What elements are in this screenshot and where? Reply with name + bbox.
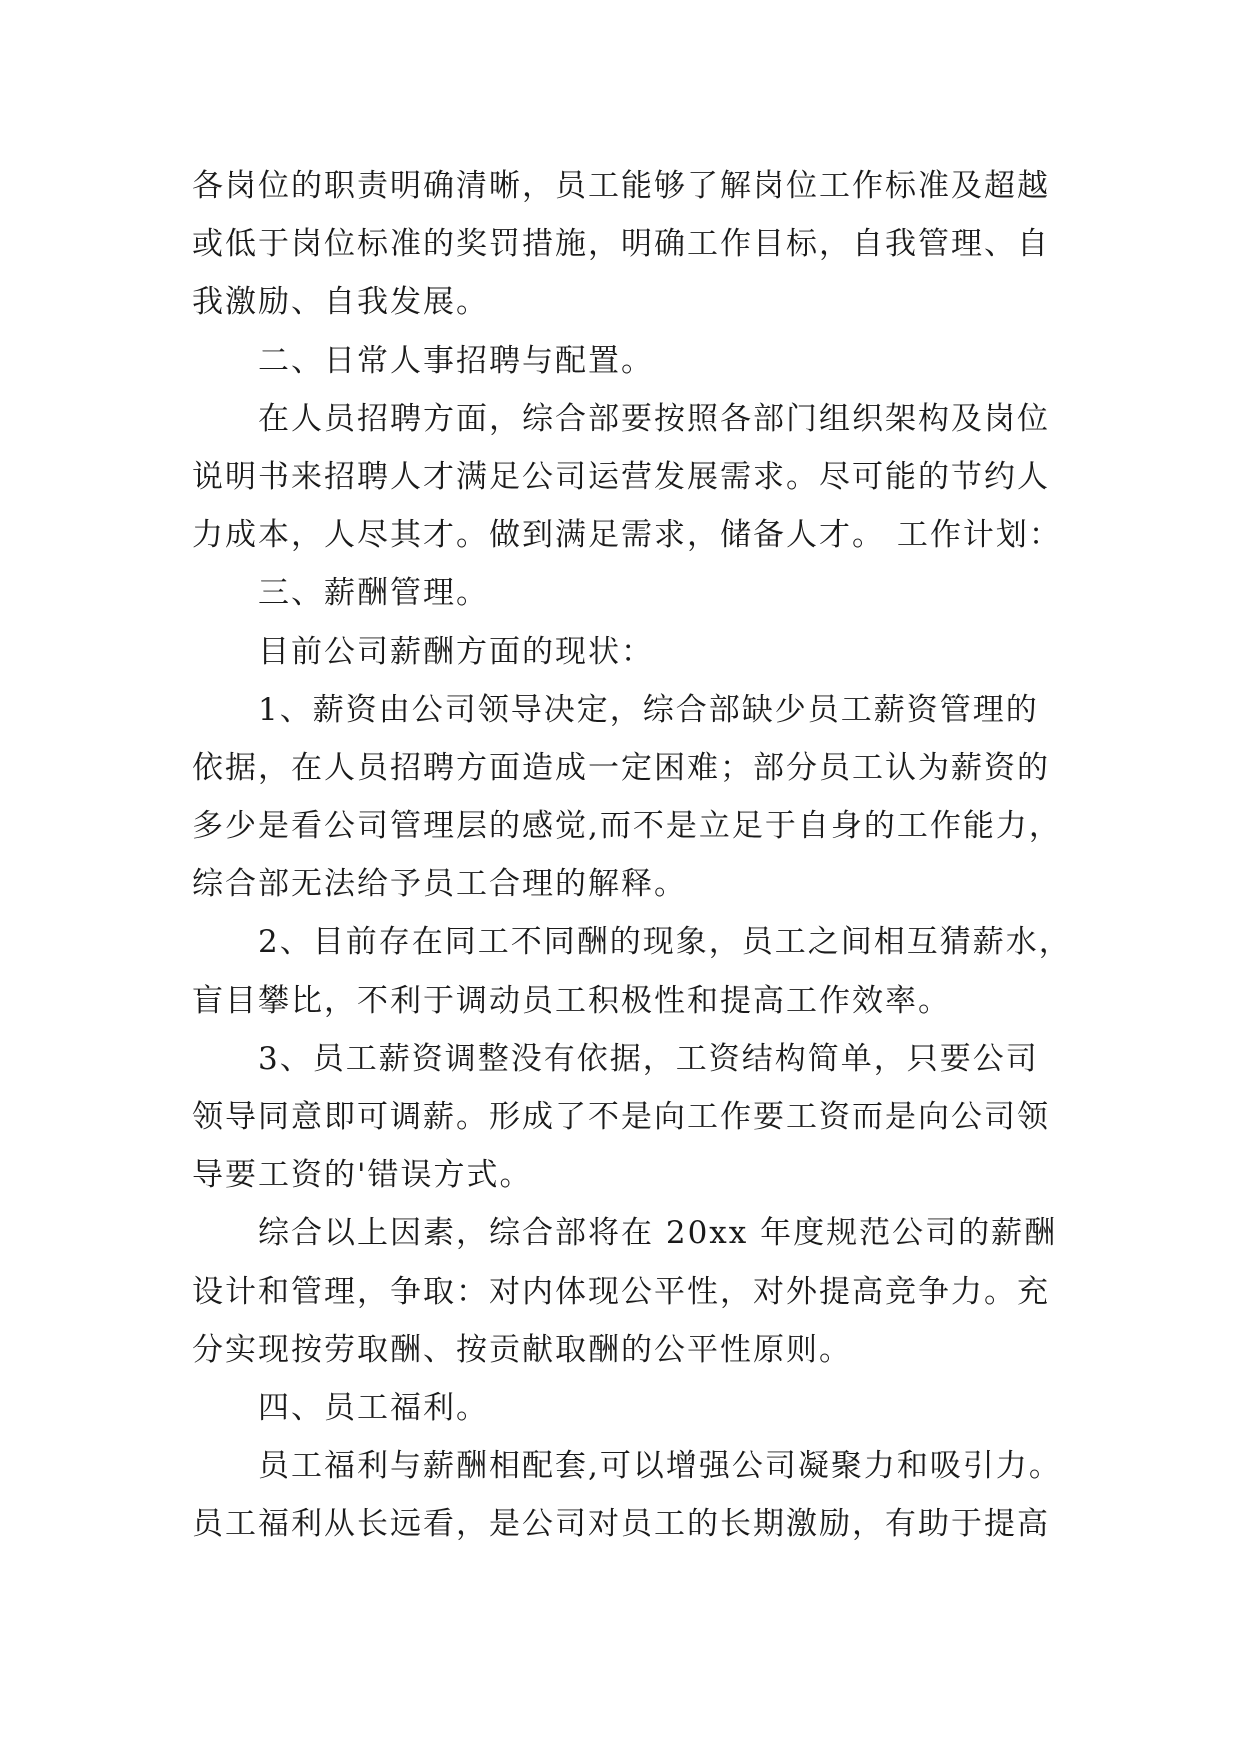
section-heading-recruitment: 二、日常人事招聘与配置。 (258, 342, 654, 379)
text-line-18: 导要工资的'错误方式。 (192, 1157, 533, 1194)
text-line-13: 综合部无法给予员工合理的解释。 (192, 866, 687, 903)
text-line-9: 目前公司薪酬方面的现状： (258, 633, 654, 670)
text-line-11: 依据，在人员招聘方面造成一定困难；部分员工认为薪资的 (192, 749, 1050, 786)
text-line-3: 我激励、自我发展。 (192, 284, 489, 321)
text-line-5: 在人员招聘方面，综合部要按照各部门组织架构及岗位 (258, 400, 1050, 437)
section-heading-salary: 三、薪酬管理。 (258, 575, 489, 612)
list-item-2: 2、目前存在同工不同酬的现象，员工之间相互猜薪水， (258, 924, 1072, 961)
list-item-1: 1、薪资由公司领导决定，综合部缺少员工薪资管理的 (258, 691, 1039, 728)
text-line-1: 各岗位的职责明确清晰，员工能够了解岗位工作标准及超越 (192, 168, 1050, 204)
text-line-23: 员工福利与薪酬相配套,可以增强公司凝聚力和吸引力。 (258, 1448, 1062, 1485)
document-body (192, 157, 1072, 1554)
section-heading-benefits: 四、员工福利。 (258, 1389, 489, 1426)
text-line-7: 力成本，人尽其才。做到满足需求，储备人才。 工作计划： (192, 517, 1062, 554)
text-line-21: 分实现按劳取酬、按贡献取酬的公平性原则。 (192, 1331, 852, 1368)
text-line-24: 员工福利从长远看，是公司对员工的长期激励，有助于提高 (192, 1506, 1050, 1543)
text-line-15: 盲目攀比，不利于调动员工积极性和提高工作效率。 (192, 982, 951, 1019)
text-line-17: 领导同意即可调薪。形成了不是向工作要工资而是向公司领 (192, 1099, 1050, 1135)
text-line-2: 或低于岗位标准的奖罚措施，明确工作目标，自我管理、自 (192, 226, 1050, 263)
text-line-20: 设计和管理，争取：对内体现公平性，对外提高竞争力。充 (192, 1273, 1050, 1310)
list-item-3: 3、员工薪资调整没有依据，工资结构简单，只要公司 (258, 1040, 1039, 1077)
text-line-6: 说明书来招聘人才满足公司运营发展需求。尽可能的节约人 (192, 458, 1050, 495)
text-line-12: 多少是看公司管理层的感觉,而不是立足于自身的工作能力， (192, 808, 1062, 845)
text-line-19: 综合以上因素，综合部将在 20xx 年度规范公司的薪酬 (258, 1215, 1058, 1252)
